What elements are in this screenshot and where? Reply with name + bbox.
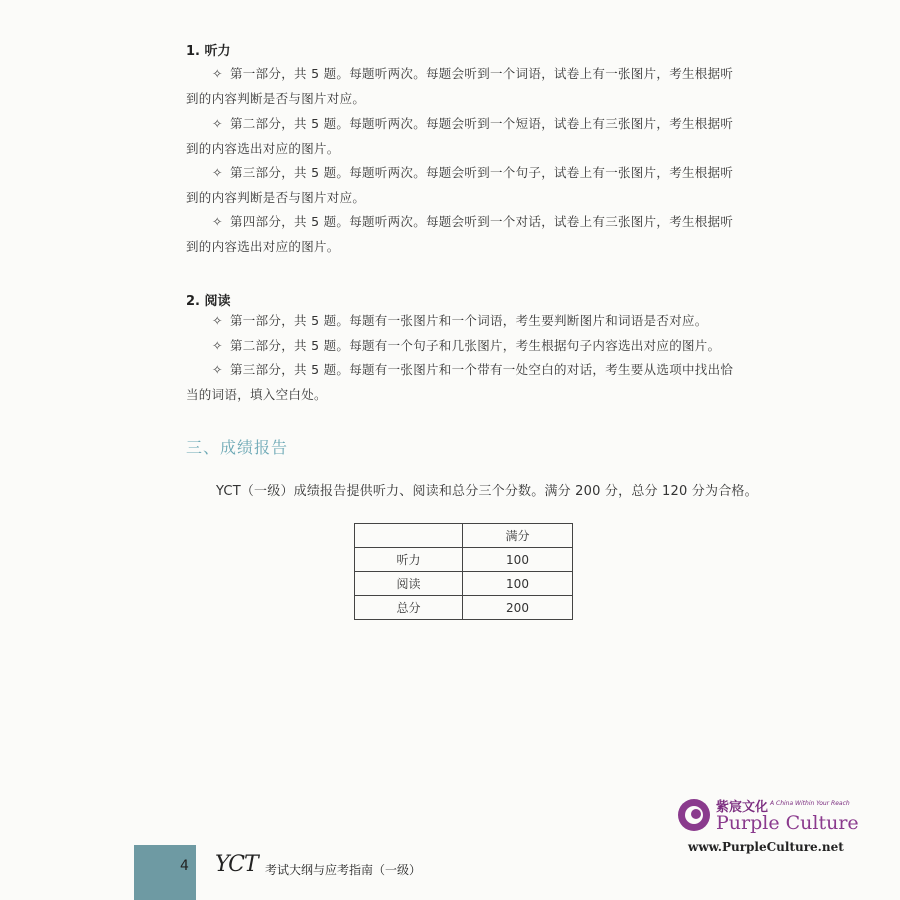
table-cell: 100 — [463, 548, 573, 572]
report-description: YCT（一级）成绩报告提供听力、阅读和总分三个分数。满分 200 分，总分 120 分为合格。 — [216, 484, 758, 499]
watermark-url: www.PurpleCulture.net — [688, 840, 844, 854]
listening-heading: 1. 听力 — [186, 44, 231, 59]
yct-logo: YCT — [215, 852, 258, 877]
table-cell — [355, 524, 463, 548]
diamond-bullet-icon: ✧ — [212, 116, 223, 131]
table-cell: 100 — [463, 572, 573, 596]
watermark-tagline: A China Within Your Reach — [770, 800, 850, 807]
table-cell: 阅读 — [355, 572, 463, 596]
table-cell: 听力 — [355, 548, 463, 572]
table-cell: 200 — [463, 596, 573, 620]
reading-item-3: ✧ 第三部分，共 5 题。每题有一张图片和一个带有一处空白的对话，考生要从选项中找出恰 当的词语，填入空白处。 — [186, 357, 746, 407]
listening-item-1: ✧ 第一部分，共 5 题。每题听两次。每题会听到一个词语，试卷上有一张图片，考生根据听 到的内容判断是否与图片对应。 — [186, 61, 746, 111]
diamond-bullet-icon: ✧ — [212, 165, 223, 180]
diamond-bullet-icon: ✧ — [212, 338, 223, 353]
reading-item-2: ✧ 第二部分，共 5 题。每题有一个句子和几张图片，考生根据句子内容选出对应的图片。 — [186, 333, 746, 358]
table-cell: 满分 — [463, 524, 573, 548]
diamond-bullet-icon: ✧ — [212, 66, 223, 81]
table-header-row — [355, 524, 573, 548]
diamond-bullet-icon: ✧ — [212, 313, 223, 328]
book-title: 考试大纲与应考指南（一级） — [265, 863, 422, 877]
watermark-english: Purple Culture — [716, 812, 859, 834]
listening-item-3: ✧ 第三部分，共 5 题。每题听两次。每题会听到一个句子，试卷上有一张图片，考生根据听 到的内容判断是否与图片对应。 — [186, 160, 746, 210]
purple-culture-logo-icon — [676, 797, 712, 833]
reading-heading: 2. 阅读 — [186, 294, 231, 309]
reading-item-1: ✧ 第一部分，共 5 题。每题有一张图片和一个词语，考生要判断图片和词语是否对应。 — [186, 308, 746, 333]
table-row — [355, 596, 573, 620]
page-number: 4 — [180, 858, 189, 874]
report-heading: 三、成绩报告 — [186, 438, 289, 457]
table-cell: 总分 — [355, 596, 463, 620]
diamond-bullet-icon: ✧ — [212, 362, 223, 377]
watermark-chinese: 紫宸文化 — [716, 800, 769, 815]
diamond-bullet-icon: ✧ — [212, 214, 223, 229]
listening-item-2: ✧ 第二部分，共 5 题。每题听两次。每题会听到一个短语，试卷上有三张图片，考生根据听 到的内容选出对应的图片。 — [186, 111, 746, 161]
score-table — [354, 523, 573, 620]
listening-item-4: ✧ 第四部分，共 5 题。每题听两次。每题会听到一个对话，试卷上有三张图片，考生根据听 到的内容选出对应的图片。 — [186, 209, 746, 259]
table-row — [355, 572, 573, 596]
table-row — [355, 548, 573, 572]
